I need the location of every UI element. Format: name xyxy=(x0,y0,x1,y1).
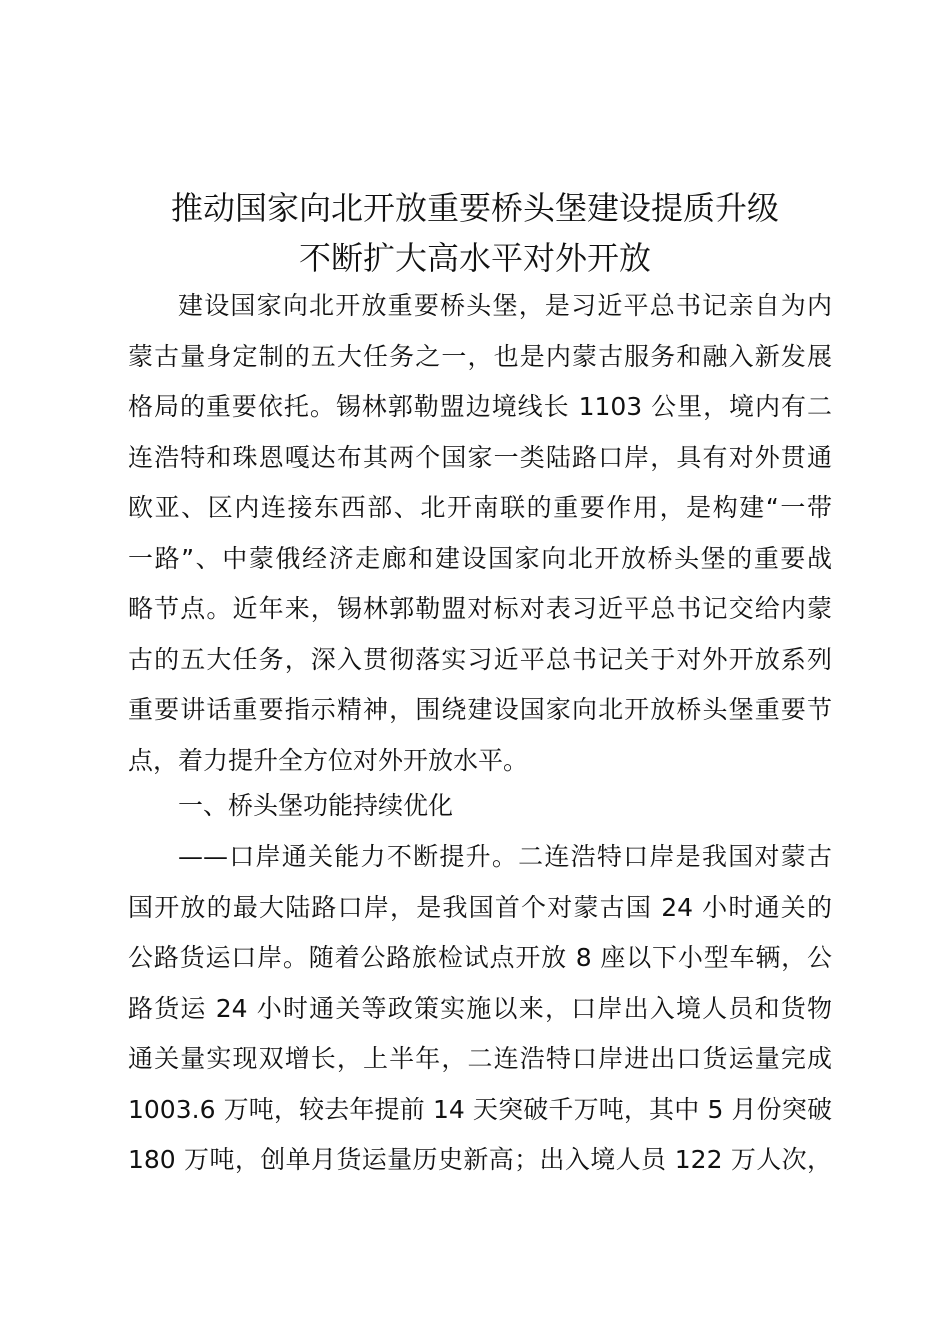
section-heading xyxy=(128,781,832,832)
paragraph-line: 180 万吨，创单月货运量历史新高；出入境人员 122 万人次， xyxy=(128,1145,832,1174)
port-paragraph xyxy=(128,832,832,1186)
paragraph-line: 略节点。近年来，锡林郭勒盟对标对表习近平总书记交给内蒙 xyxy=(128,594,832,623)
paragraph-line: 古的五大任务，深入贯彻落实习近平总书记关于对外开放系列 xyxy=(128,644,832,674)
paragraph-line: 重要讲话重要指示精神，围绕建设国家向北开放桥头堡重要节 xyxy=(128,695,832,724)
paragraph-line: 欧亚、区内连接东西部、北开南联的重要作用，是构建“一带 xyxy=(128,493,832,522)
paragraph-line: 点，着力提升全方位对外开放水平。 xyxy=(128,745,529,775)
paragraph-line: 格局的重要依托。锡林郭勒盟边境线长 1103 公里，境内有二 xyxy=(128,392,832,421)
paragraph-line: 蒙古量身定制的五大任务之一，也是内蒙古服务和融入新发展 xyxy=(128,341,832,371)
paragraph-line: 连浩特和珠恩嘎达布其两个国家一类陆路口岸，具有对外贯通 xyxy=(128,442,832,472)
paragraph-line: 通关量实现双增长，上半年，二连浩特口岸进出口货运量完成 xyxy=(128,1044,832,1073)
paragraph-line: 一路”、中蒙俄经济走廊和建设国家向北开放桥头堡的重要战 xyxy=(128,543,832,573)
paragraph-line: 路货运 24 小时通关等政策实施以来，口岸出入境人员和货物 xyxy=(128,993,832,1023)
paragraph-line: 建设国家向北开放重要桥头堡，是习近平总书记亲自为内 xyxy=(178,291,832,320)
paragraph-line: 公路货运口岸。随着公路旅检试点开放 8 座以下小型车辆，公 xyxy=(128,943,832,972)
paragraph-line: ——口岸通关能力不断提升。二连浩特口岸是我国对蒙古 xyxy=(178,842,832,871)
paragraph-line: 国开放的最大陆路口岸，是我国首个对蒙古国 24 小时通关的 xyxy=(128,892,832,922)
document-title-line-1: 推动国家向北开放重要桥头堡建设提质升级 xyxy=(170,189,779,227)
document-title-line-2: 不断扩大高水平对外开放 xyxy=(298,239,651,277)
intro-paragraph xyxy=(128,281,832,786)
section-heading-text: 一、桥头堡功能持续优化 xyxy=(178,791,454,820)
paragraph-line: 1003.6 万吨，较去年提前 14 天突破千万吨，其中 5 月份突破 xyxy=(128,1094,832,1124)
